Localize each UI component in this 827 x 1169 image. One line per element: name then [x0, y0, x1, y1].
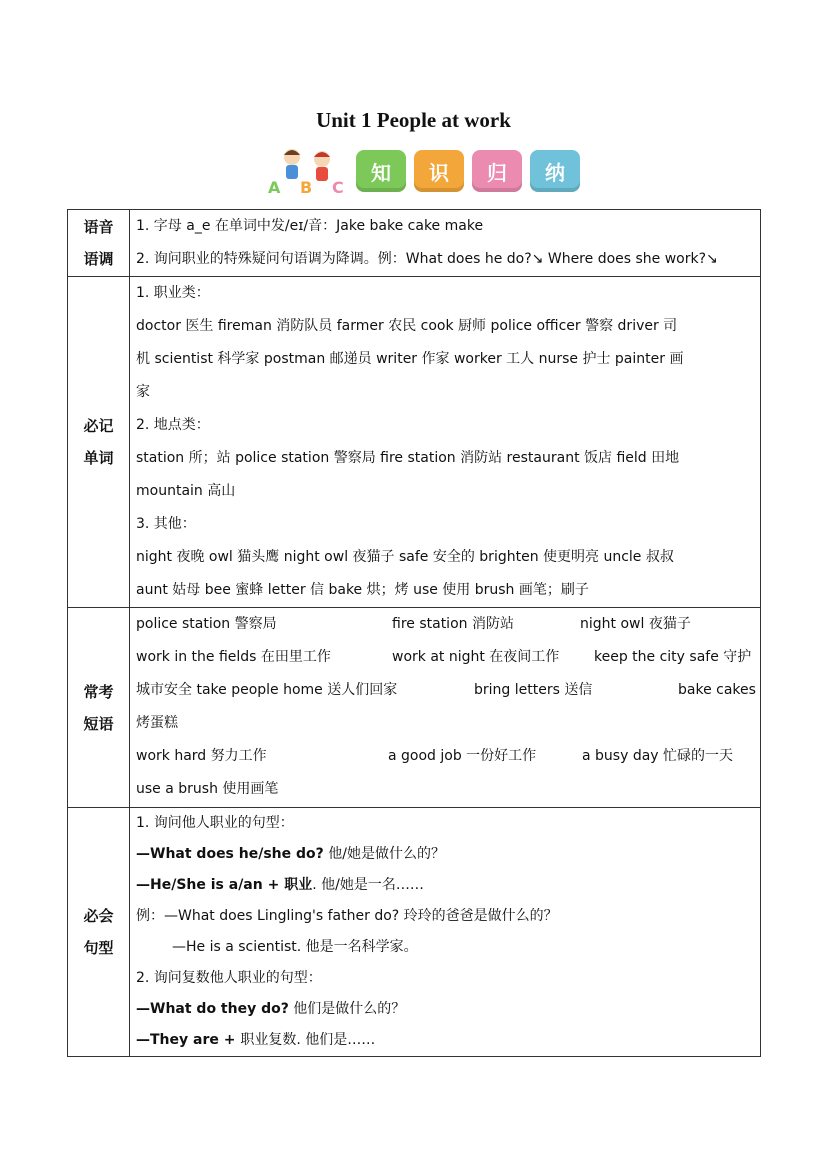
knowledge-summary-banner — [262, 145, 582, 195]
phrase: work in the fields 在田里工作 — [136, 649, 331, 665]
phrase: night owl 夜猫子 — [580, 616, 691, 632]
content-sentences — [130, 808, 761, 1057]
banner-tile-gui: 归 — [472, 150, 522, 192]
sentence-q2-cn: 他们是做什么的？ — [288, 1001, 406, 1017]
phonetics-line-2: 2. 询问职业的特殊疑问句语调为降调。例：What does he do?↘ Where does she work?↘ — [136, 251, 718, 267]
phrase: 城市安全 take people home 送人们回家 — [136, 682, 398, 698]
page-title: Unit 1 People at work — [316, 108, 511, 132]
vocab-heading-other: 3. 其他： — [136, 516, 196, 532]
knowledge-table — [67, 209, 761, 1057]
phrase: a good job 一份好工作 — [388, 748, 537, 764]
vocab-other-line-2: aunt 姑母 bee 蜜蜂 letter 信 bake 烘；烤 use 使用 brush 画笔；刷子 — [136, 582, 589, 598]
sentence-heading-1: 1. 询问他人职业的句型： — [136, 815, 294, 831]
banner-tile-zhi: 知 — [356, 150, 406, 192]
sentence-a2-en: —They are + — [136, 1032, 241, 1048]
phrases-row-6: use a brush 使用画笔 — [136, 781, 279, 797]
label-sentences: 必会 句型 — [68, 808, 130, 1057]
sentence-q1-en: —What does he/she do? — [136, 846, 324, 862]
label-phrases: 常考 短语 — [68, 608, 130, 808]
phrase: work hard 努力工作 — [136, 748, 267, 764]
svg-text:A: A — [268, 178, 281, 195]
sentence-example-q: 例：—What does Lingling's father do? 玲玲的爸爸是做什么的？ — [136, 908, 558, 924]
sentence-example-a: —He is a scientist. 他是一名科学家。 — [172, 939, 418, 955]
banner-tile-na: 纳 — [530, 150, 580, 192]
phrases-row-5 — [136, 740, 760, 773]
vocab-place-line-2: mountain 高山 — [136, 483, 236, 499]
vocab-place-line-1: station 所；站 police station 警察局 fire station 消防站 restaurant 饭店 field 田地 — [136, 450, 680, 466]
sentence-a2 — [136, 1025, 760, 1056]
row-vocab — [68, 277, 761, 608]
banner-tile-shi: 识 — [414, 150, 464, 192]
vocab-occupation-line-3: 家 — [136, 384, 150, 400]
label-vocab: 必记 单词 — [68, 277, 130, 608]
row-phrases — [68, 608, 761, 808]
sentence-a1-cn: . 他/她是一名…… — [312, 877, 424, 893]
sentence-q2-en: —What do they do? — [136, 1001, 289, 1017]
phrase: keep the city safe 守护 — [594, 649, 752, 665]
phrase: fire station 消防站 — [392, 616, 514, 632]
phrase: work at night 在夜间工作 — [392, 649, 560, 665]
content-phonetics — [130, 210, 761, 277]
kids-abc-illustration — [262, 145, 354, 195]
sentence-q2 — [136, 994, 760, 1025]
phrase: a busy day 忙碌的一天 — [582, 748, 734, 764]
vocab-other-line-1: night 夜晚 owl 猫头鹰 night owl 夜猫子 safe 安全的 brighten 使更明亮 uncle 叔叔 — [136, 549, 674, 565]
row-sentences — [68, 808, 761, 1057]
vocab-occupation-line-2: 机 scientist 科学家 postman 邮递员 writer 作家 worker 工人 nurse 护士 painter 画 — [136, 351, 684, 367]
content-vocab — [130, 277, 761, 608]
phrases-row-1 — [136, 608, 760, 641]
content-phrases — [130, 608, 761, 808]
sentence-a1-bold: 职业 — [284, 877, 313, 893]
phrases-row-4: 烤蛋糕 — [136, 715, 178, 731]
phrases-row-2 — [136, 641, 760, 674]
vocab-heading-occupation: 1. 职业类： — [136, 285, 210, 301]
vocab-heading-place: 2. 地点类： — [136, 417, 210, 433]
sentence-q1 — [136, 839, 760, 870]
svg-text:C: C — [332, 178, 344, 195]
sentence-heading-2: 2. 询问复数他人职业的句型： — [136, 970, 322, 986]
sentence-a1-en: —He/She is a/an + — [136, 877, 285, 893]
phrase: bake cakes — [678, 682, 756, 698]
phrase: police station 警察局 — [136, 616, 277, 632]
phrase: bring letters 送信 — [474, 682, 593, 698]
vocab-occupation-line-1: doctor 医生 fireman 消防队员 farmer 农民 cook 厨师 police officer 警察 driver 司 — [136, 318, 678, 334]
label-phonetics: 语音 语调 — [68, 210, 130, 277]
phonetics-line-1: 1. 字母 a_e 在单词中发/eɪ/音：Jake bake cake make — [136, 218, 484, 234]
phrases-row-3 — [136, 674, 760, 707]
svg-text:B: B — [300, 178, 313, 195]
sentence-a2-cn: 职业复数. 他们是…… — [240, 1032, 376, 1048]
row-phonetics — [68, 210, 761, 277]
sentence-a1 — [136, 870, 760, 901]
sentence-q1-cn: 他/她是做什么的？ — [323, 846, 445, 862]
